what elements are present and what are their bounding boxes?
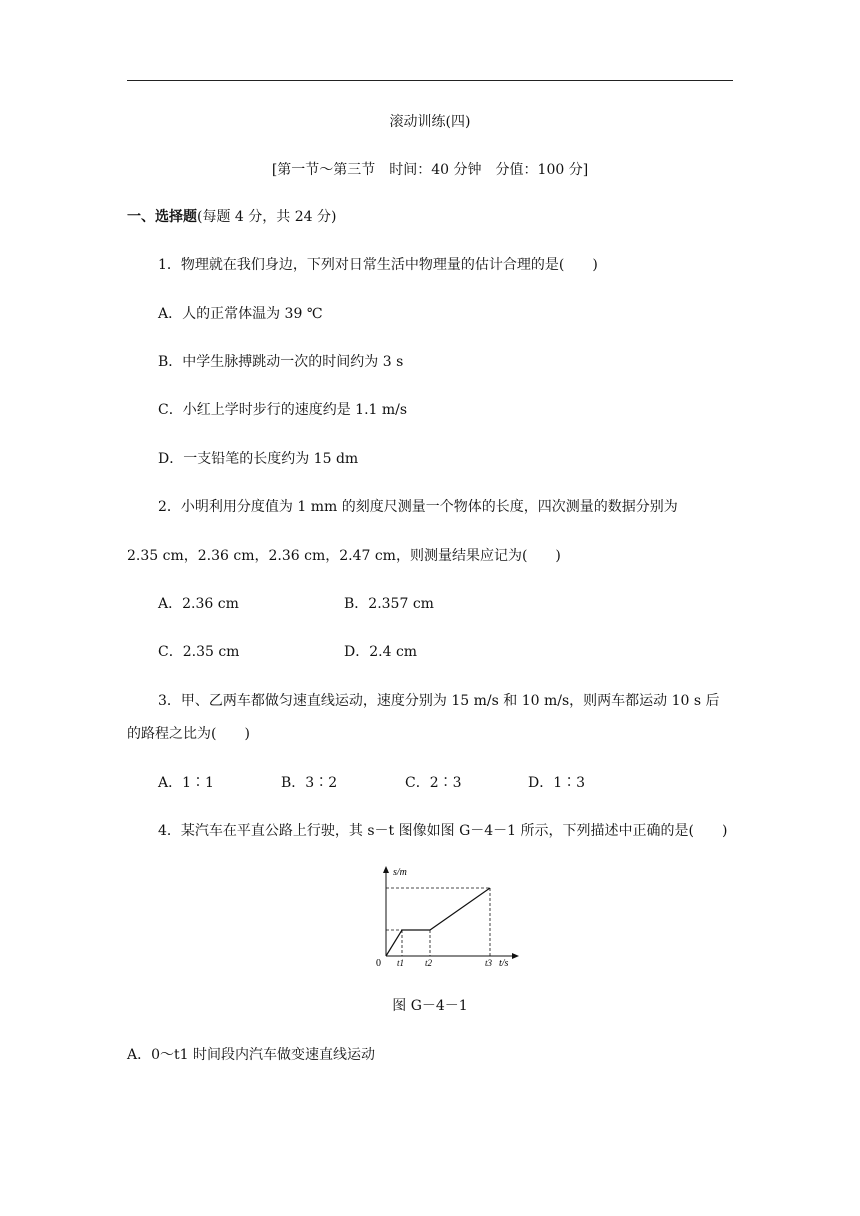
exam-meta: [第一节～第三节 时间：40 分钟 分值：100 分] bbox=[271, 162, 589, 178]
question-3-option-a: A．1∶1 bbox=[158, 775, 214, 791]
x-axis-label: t/s bbox=[499, 958, 509, 969]
question-2-option-d: D．2.4 cm bbox=[344, 644, 418, 660]
section-heading-label: 一、选择题 bbox=[127, 209, 197, 225]
header-rule bbox=[127, 80, 733, 81]
question-3-stem-line2: 的路程之比为( ) bbox=[127, 726, 250, 742]
question-3-option-d: D．1∶3 bbox=[528, 775, 586, 791]
question-3-stem-line1: 3．甲、乙两车都做匀速直线运动，速度分别为 15 m/s 和 10 m/s，则两车都运动 10 s 后 bbox=[158, 693, 720, 709]
question-2-option-c: C．2.35 cm bbox=[158, 644, 240, 660]
question-3-option-c: C．2∶3 bbox=[405, 775, 462, 791]
question-2-option-b: B．2.357 cm bbox=[344, 596, 434, 612]
question-4-option-a: A．0～t1 时间段内汽车做变速直线运动 bbox=[127, 1047, 376, 1063]
tick-t3: t3 bbox=[485, 958, 493, 968]
question-1-option-c: C．小红上学时步行的速度约是 1.1 m/s bbox=[158, 402, 408, 418]
x-axis-arrow-icon bbox=[512, 953, 519, 959]
question-2-option-a: A．2.36 cm bbox=[158, 596, 239, 612]
question-3-option-b: B．3∶2 bbox=[281, 775, 338, 791]
y-axis-arrow-icon bbox=[383, 866, 389, 873]
question-1-stem: 1．物理就在我们身边，下列对日常生活中物理量的估计合理的是( ) bbox=[158, 257, 598, 273]
question-1-option-b: B．中学生脉搏跳动一次的时间约为 3 s bbox=[158, 354, 404, 370]
tick-t2: t2 bbox=[425, 958, 433, 968]
question-2-stem-line1: 2．小明利用分度值为 1 mm 的刻度尺测量一个物体的长度，四次测量的数据分别为 bbox=[158, 499, 678, 515]
figure-caption: 图 G－4－1 bbox=[392, 998, 468, 1014]
page-title: 滚动训练(四) bbox=[389, 114, 471, 130]
question-1-option-a: A．人的正常体温为 39 ℃ bbox=[158, 306, 323, 322]
y-axis-label: s/m bbox=[393, 867, 407, 878]
question-1-option-d: D．一支铅笔的长度约为 15 dm bbox=[158, 451, 359, 467]
tick-t1: t1 bbox=[397, 958, 405, 968]
origin-label: 0 bbox=[376, 958, 381, 969]
question-4-stem: 4．某汽车在平直公路上行驶，其 s－t 图像如图 G－4－1 所示，下列描述中正确的是( ) bbox=[158, 823, 728, 839]
question-2-stem-line2: 2.35 cm，2.36 cm，2.36 cm，2.47 cm，则测量结果应记为( ) bbox=[127, 548, 561, 564]
section-heading bbox=[127, 207, 336, 227]
s-t-graph-figure bbox=[372, 862, 522, 970]
section-heading-note: (每题 4 分，共 24 分) bbox=[197, 209, 337, 225]
